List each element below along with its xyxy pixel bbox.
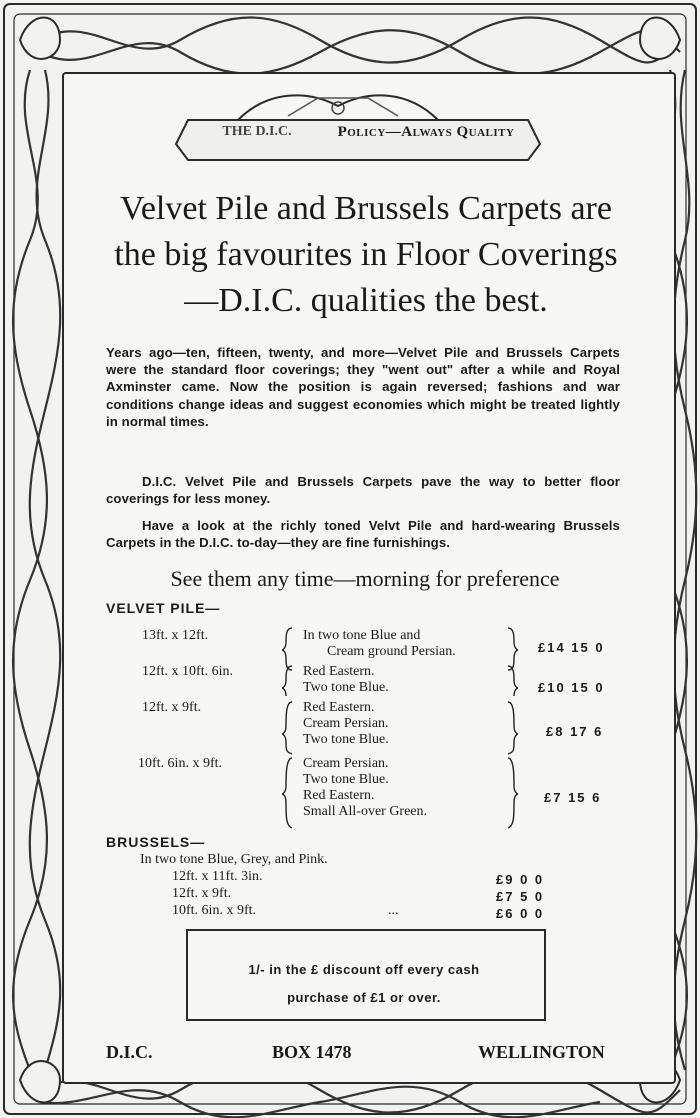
velvet-row-1-price: £14 15 0 bbox=[538, 640, 605, 655]
footer-company: D.I.C. bbox=[106, 1042, 153, 1062]
brussels-row-3-size: 10ft. 6in. x 9ft. bbox=[172, 903, 256, 918]
velvet-row-3-desc-line-2: Cream Persian. bbox=[303, 716, 389, 731]
velvet-row-3-desc-line-1: Red Eastern. bbox=[303, 700, 375, 715]
left-ribbon-vine bbox=[13, 70, 60, 1070]
brussels-row-2-price: £7 5 0 bbox=[496, 889, 545, 904]
headline-line-2: the big favourites in Floor Coverings bbox=[114, 236, 618, 273]
body-paragraph-3: Have a look at the richly toned Velvt Pile and hard-wearing Brussels Carpets in the D.I.C. to-day—they are fine furnishings. bbox=[106, 518, 620, 551]
velvet-row-2-price: £10 15 0 bbox=[538, 680, 605, 695]
velvet-row-2-desc-line-1: Red Eastern. bbox=[303, 664, 375, 679]
brussels-heading: BRUSSELS— bbox=[106, 834, 206, 850]
top-ribbon-vine bbox=[40, 18, 680, 74]
velvet-row-4-size: 10ft. 6in. x 9ft. bbox=[138, 756, 222, 771]
footer-box-number: BOX 1478 bbox=[272, 1042, 352, 1062]
velvet-row-2-desc-line-2: Two tone Blue. bbox=[303, 680, 389, 695]
velvet-row-4-desc-line-4: Small All-over Green. bbox=[303, 804, 428, 819]
brussels-row-2-size: 12ft. x 9ft. bbox=[172, 886, 232, 901]
velvet-row-4-price: £7 15 6 bbox=[544, 790, 602, 805]
headline-line-3: —D.I.C. qualities the best. bbox=[184, 282, 548, 319]
brussels-row-1-price: £9 0 0 bbox=[496, 872, 545, 887]
velvet-pile-heading: VELVET PILE— bbox=[106, 600, 221, 616]
brussels-row-3-leader: ... bbox=[388, 903, 399, 918]
velvet-row-3-price: £8 17 6 bbox=[546, 724, 604, 739]
velvet-row-1-desc-line-2: Cream ground Persian. bbox=[327, 644, 456, 659]
motto-faded-text: THE D.I.C. bbox=[222, 124, 292, 139]
headline bbox=[76, 186, 656, 324]
brussels-row-3-price: £6 0 0 bbox=[496, 906, 545, 921]
velvet-row-3-desc-line-3: Two tone Blue. bbox=[303, 732, 389, 747]
velvet-row-1-desc-line-1: In two tone Blue and bbox=[303, 628, 421, 643]
velvet-row-4-desc-line-2: Two tone Blue. bbox=[303, 772, 389, 787]
footer-city: WELLINGTON bbox=[478, 1042, 605, 1062]
brussels-colour-note: In two tone Blue, Grey, and Pink. bbox=[140, 852, 328, 867]
discount-line-1: 1/- in the £ discount off every cash bbox=[248, 962, 480, 977]
see-them-line: See them any time—morning for preference bbox=[170, 566, 560, 591]
velvet-row-1-size: 13ft. x 12ft. bbox=[142, 628, 209, 643]
body-paragraph-2: D.I.C. Velvet Pile and Brussels Carpets pave the way to better floor coverings for less money. bbox=[106, 474, 620, 507]
discount-line-2: purchase of £1 or over. bbox=[287, 990, 441, 1005]
velvet-row-2-size: 12ft. x 10ft. 6in. bbox=[142, 664, 233, 679]
price-braces bbox=[282, 626, 518, 832]
velvet-row-3-size: 12ft. x 9ft. bbox=[142, 700, 202, 715]
motto-text: Policy—Always Quality bbox=[337, 124, 515, 140]
headline-line-1: Velvet Pile and Brussels Carpets are bbox=[120, 190, 612, 227]
body-paragraph-1: Years ago—ten, fifteen, twenty, and more—Velvet Pile and Brussels Carpets were the standard floor coverings; they "went out" after a while and Royal Axminster came. Now the position is again reversed; fashions and war conditions change ideas and suggest economies which might be treated lightly in normal times. bbox=[106, 345, 620, 429]
brussels-row-1-size: 12ft. x 11ft. 3in. bbox=[172, 869, 263, 884]
velvet-row-4-desc-line-3: Red Eastern. bbox=[303, 788, 375, 803]
velvet-row-4-desc-line-1: Cream Persian. bbox=[303, 756, 389, 771]
